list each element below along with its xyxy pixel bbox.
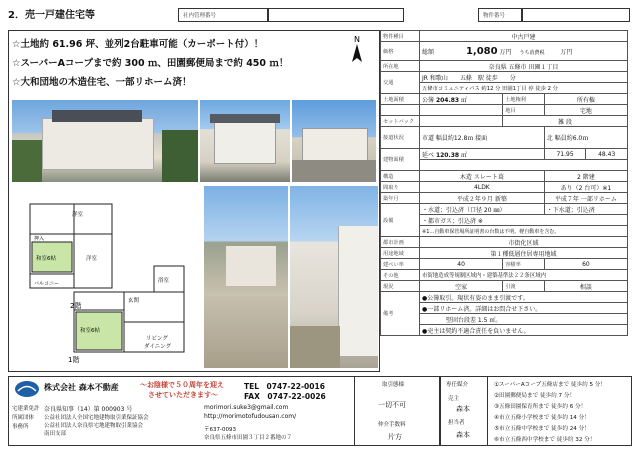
floor-plan <box>14 190 200 368</box>
land-area-label: 土地面積 <box>381 94 420 105</box>
deal-value: 一切不可 <box>378 401 406 409</box>
fp1-room-2: リビング <box>146 336 168 342</box>
remarks-label: 備考 <box>381 292 420 336</box>
seller-label: 売主 <box>448 396 460 402</box>
company-name: 株式会社 森本不動産 <box>44 383 119 392</box>
handover-value: 相談 <box>544 281 627 292</box>
exterior-photo-3 <box>292 100 376 182</box>
compass-icon <box>346 34 368 68</box>
driveway-photo <box>204 186 288 368</box>
layout-label: 間取り <box>381 182 420 193</box>
floor2-area: 48.43 <box>598 150 616 158</box>
utilities-1: ・水道；引込済（口径 20 ㎜） <box>420 204 545 215</box>
utilities-2: ・都市ガス；引込済 ※ <box>420 215 628 226</box>
floors-value: 2 階建 <box>544 171 627 182</box>
nearby-5: ⑤市立五條中学校まで 徒歩約 24 分！ <box>494 426 590 432</box>
status-value: 空家 <box>420 281 503 292</box>
remark-1: ●公簿取引。現状有姿のまま引渡です。 <box>420 292 628 303</box>
type-value: 中古戸建 <box>420 31 628 42</box>
nearby-6: ⑥市立五條西中学校まで 徒歩約 32 分！ <box>494 437 596 443</box>
built-value: 平成２年９月 新築 <box>420 193 545 204</box>
remark-2: ●一部リホーム済。詳細はお問合せ下さい。 <box>420 303 628 314</box>
internal-number-box <box>178 8 268 22</box>
exterior-photo-1 <box>12 100 198 182</box>
parking-value: あり（2 台可）※1 <box>544 182 627 193</box>
fee-value: 片方 <box>388 433 402 441</box>
compass-n-label: N <box>354 35 360 44</box>
nearby-4: ④市立五條小学校まで 徒歩約 14 分！ <box>494 415 590 421</box>
bcr-label: 建ぺい率 <box>381 259 420 270</box>
far-label: 容積率 <box>503 259 545 270</box>
utilities-1b: ・下水道；引込済 <box>544 204 627 215</box>
nearby-2: ②田園郵便局まで 徒歩約 7 分！ <box>494 393 576 399</box>
page-title: 2．売一戸建住宅等 <box>8 10 95 21</box>
building-area-value: 120.38 <box>435 151 460 159</box>
assoc-1: 公益社団法人全国宅地建物取引業保証協会 <box>44 415 149 421</box>
zip: 〒637-0093 <box>204 427 236 433</box>
floor-2-label: 2階 <box>70 302 82 310</box>
remark-4: ●売主は契約不適合責任を負いません。 <box>420 325 628 336</box>
traffic-line-2: 五條市コミュニティバス 約12 分 田園1丁目 停 徒歩 2 分 <box>420 83 628 94</box>
nearby-1: ①スーパーAコープ五條店まで 徒歩約 5 分！ <box>494 382 606 388</box>
land-right-label: 土地権利 <box>503 94 545 105</box>
layout-value: 4LDK <box>420 182 545 193</box>
slogan-1: ～お陰様で５０周年を迎え <box>140 381 224 389</box>
price-label: 価格 <box>381 42 420 61</box>
feature-1: ☆土地約 61.96 坪、並列2台駐車可能（カーポート付）！ <box>12 39 264 50</box>
fp2-room-3: 洋室 <box>86 256 98 262</box>
type-label: 物件種目 <box>381 31 420 42</box>
land-category-value: 宅地 <box>544 105 627 116</box>
traffic-label: 交通 <box>381 72 420 94</box>
branch: 南田支部 <box>44 431 67 437</box>
fp2-room-5: バルコニー <box>34 281 60 287</box>
fp1-room-5: 玄関 <box>128 298 140 304</box>
remark-3: 堅固台段差 1.5 ㎡。 <box>420 314 628 325</box>
feature-3: ☆大和団地の木造住宅、一部リホーム済！ <box>12 77 192 88</box>
price-unit: 万円 <box>499 48 512 56</box>
fee-label: 仲介手数料 <box>378 422 406 428</box>
building-area-label: 建物面積 <box>381 149 420 171</box>
agent-value: 森本 <box>456 431 470 439</box>
deal-label: 取引態様 <box>382 382 405 388</box>
far-value: 60 <box>544 259 627 270</box>
price-prefix: 総額 <box>422 48 435 56</box>
property-number-box <box>478 8 522 22</box>
internal-number-label: 社内管理番号 <box>183 13 217 19</box>
floor1-area: 71.95 <box>556 150 574 158</box>
fp1-room-1: 和室6帖 <box>80 328 100 334</box>
email-link[interactable]: morimori.suke3@gmail.com <box>204 404 289 411</box>
license: 奈良県知事（14）第 000903 号 <box>44 406 133 413</box>
structure-value: 木造 スレート葺 <box>420 171 545 182</box>
exterior-photo-2 <box>200 100 290 182</box>
road-1: 市道 幅員約12.8ｍ 接面 <box>420 127 545 149</box>
land-area-value: 204.83 <box>435 96 460 104</box>
bcr-value: 40 <box>420 259 503 270</box>
other-label: その他 <box>381 270 420 281</box>
mediator-label: 専任媒介 <box>446 382 469 388</box>
feature-2: ☆スーパーAコープまで約 300 ｍ、田園郵便局まで約 450 ｍ！ <box>12 58 289 69</box>
fax: FAX 0747-22-0026 <box>244 392 326 401</box>
reg-label: 宅建業免許 <box>12 406 40 412</box>
setback-value: 雑 段 <box>503 116 628 127</box>
address: 奈良県五條市田園３丁目２番地の７ <box>204 435 293 441</box>
zoning-label: 都市計画 <box>381 237 420 248</box>
reform-value: 平成７年 一部リホーム <box>544 193 627 204</box>
price-value: 1,080 <box>465 45 498 57</box>
fp1-room-4: 浴室 <box>158 278 170 284</box>
structure-label: 構造 <box>381 171 420 182</box>
property-number-label: 物件番号 <box>483 13 506 19</box>
nearby-3: ③五條田園保育所まで 徒歩約 6 分！ <box>494 404 587 410</box>
use-zone-value: 第１種低層住居専用地域 <box>420 248 628 259</box>
use-zone-label: 用途地域 <box>381 248 420 259</box>
land-right-value: 所有権 <box>544 94 627 105</box>
assoc-2: 公益社団法人奈良県宅地建物取引業協会 <box>44 423 144 429</box>
location-value: 奈良県 五條市 田園１丁目 <box>420 61 628 72</box>
internal-number-value <box>268 8 404 22</box>
floor-1-label: 1階 <box>68 356 80 364</box>
handover-label: 引渡 <box>503 281 545 292</box>
land-area-pre: 公簿 <box>422 96 435 104</box>
tax-label: うち消費税 <box>519 49 545 56</box>
office-label: 事務所 <box>12 424 29 430</box>
traffic-line-1: JR 和歌山 五條 駅 徒歩 分 <box>420 72 628 83</box>
land-area-unit: ㎡ <box>461 96 468 104</box>
company-logo-icon <box>14 380 40 398</box>
building-area-unit: ㎡ <box>461 151 468 159</box>
fp2-room-4: 押入 <box>34 236 45 242</box>
road-label: 接道状況 <box>381 127 420 149</box>
tax-unit: 万円 <box>560 48 573 56</box>
footer <box>8 376 632 446</box>
other-value: 市街地造成等規制区域内・建築基準法２２条区域内 <box>420 270 628 281</box>
land-category-label: 地目 <box>503 105 545 116</box>
setback-label: セットバック <box>381 116 420 127</box>
agent-label: 担当者 <box>448 420 465 426</box>
utilities-label: 設備 <box>381 204 420 237</box>
fp2-room-1: 洋室 <box>72 212 84 218</box>
spec-table <box>380 30 628 336</box>
property-number-value <box>522 8 630 22</box>
built-label: 築年月 <box>381 193 420 204</box>
website-link[interactable]: http://morimotofudousan.com/ <box>204 413 297 420</box>
assoc-label: 所属団体 <box>12 415 35 421</box>
status-label: 現況 <box>381 281 420 292</box>
fp2-room-2: 和室6帖 <box>36 256 56 262</box>
tel: TEL 0747-22-0016 <box>244 382 325 391</box>
location-label: 所在地 <box>381 61 420 72</box>
fp1-room-3: ダイニング <box>144 344 172 350</box>
zoning-value: 市街化区域 <box>420 237 628 248</box>
building-area-pre: 延べ <box>422 151 435 159</box>
seller-value: 森本 <box>456 405 470 413</box>
road-2: 北 幅員約6.0ｍ <box>544 127 627 149</box>
utilities-note: ※1…自動車保管場所証明書の台数は不明。軽自動車を含む。 <box>420 226 628 237</box>
slogan-2: させていただきます～ <box>148 391 218 399</box>
side-yard-photo <box>290 186 378 368</box>
